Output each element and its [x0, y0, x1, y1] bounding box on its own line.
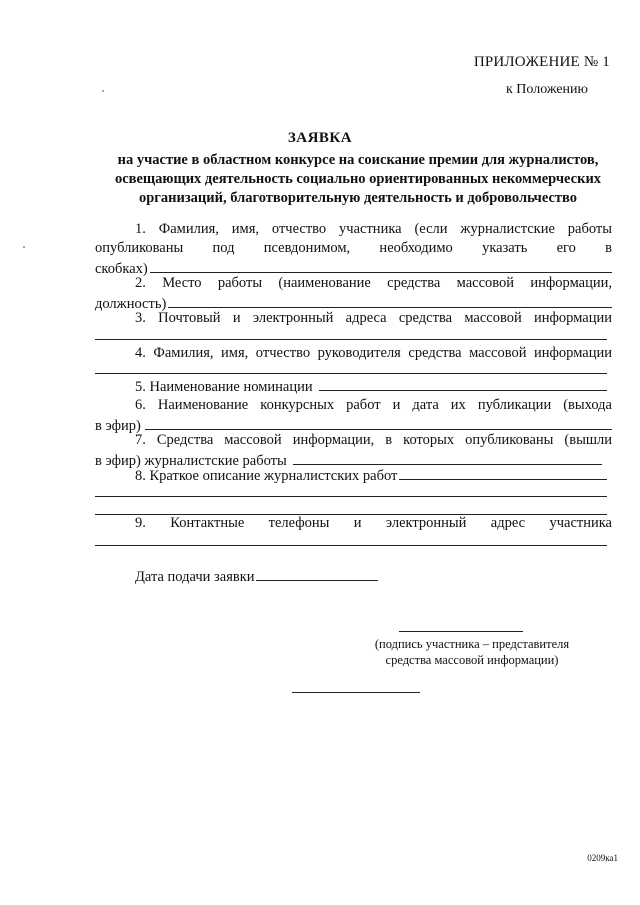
- media-head-name-field[interactable]: [95, 373, 607, 374]
- form-item-8: [95, 465, 612, 486]
- item-6-line-1: 6. Наименование конкурсных работ и дата их публикации (выхода: [135, 397, 612, 413]
- media-address-field[interactable]: [95, 339, 607, 340]
- footer-code: 0209ка1: [587, 853, 618, 863]
- form-item-5: [95, 376, 612, 397]
- document-title: ЗАЯВКА: [287, 130, 353, 146]
- signature-caption: [352, 636, 592, 668]
- form-item-1: [95, 220, 612, 279]
- works-description-line-2[interactable]: [95, 496, 607, 497]
- submission-date-label: Дата подачи заявки: [135, 569, 255, 585]
- form-item-3: [95, 309, 612, 328]
- item-7-line-2: в эфир) журналистские работы: [95, 453, 287, 469]
- form-item-2: [95, 274, 612, 314]
- form-item-6: [95, 396, 612, 436]
- works-description-field[interactable]: [399, 465, 607, 480]
- name-line[interactable]: [292, 692, 420, 693]
- contacts-field[interactable]: [95, 545, 607, 546]
- document-subtitle: на участие в областном конкурсе на соискание премии для журналистов, освещающих деятельность социально ориентированных некоммерческих организаций, благотворительную деятельность и добровольчество: [114, 152, 602, 206]
- workplace-field[interactable]: [168, 293, 612, 308]
- scan-speck: [102, 90, 104, 92]
- item-7-line-1: 7. Средства массовой информации, в которых опубликованы (вышли: [135, 432, 612, 448]
- form-item-4: [95, 344, 612, 363]
- item-2-line-2: должность): [95, 296, 167, 312]
- item-9-line-1: 9. Контактные телефоны и электронный адрес участника: [135, 515, 612, 531]
- item-4-line-1: 4. Фамилия, имя, отчество руководителя средства массовой информации: [135, 345, 612, 361]
- submission-date-row: [95, 566, 612, 587]
- submission-date-field[interactable]: [256, 566, 378, 581]
- appendix-reference: к Положению: [505, 82, 588, 97]
- item-1-line-3: скобках): [95, 261, 148, 277]
- signature-caption-line-2: средства массовой информации): [385, 653, 559, 667]
- item-1-line-1: 1. Фамилия, имя, отчество участника (если журналистские работы: [135, 221, 612, 237]
- item-3-line-1: 3. Почтовый и электронный адреса средства массовой информации: [135, 310, 612, 326]
- item-2-line-1: 2. Место работы (наименование средства массовой информации,: [135, 275, 612, 291]
- nomination-field[interactable]: [319, 376, 607, 391]
- scan-speck: [23, 246, 25, 248]
- item-6-line-2: в эфир): [95, 418, 141, 434]
- media-outlets-field[interactable]: [293, 450, 602, 465]
- participant-name-field[interactable]: [150, 258, 612, 273]
- item-1-line-2: опубликованы под псевдонимом, необходимо указать его в: [95, 240, 612, 256]
- appendix-number: ПРИЛОЖЕНИЕ № 1: [473, 54, 610, 70]
- item-5-line-1: 5. Наименование номинации: [135, 379, 313, 395]
- item-8-line-1: 8. Краткое описание журналистских работ: [135, 468, 398, 484]
- signature-caption-line-1: (подпись участника – представителя: [374, 637, 570, 651]
- signature-line[interactable]: [399, 631, 523, 632]
- form-item-9: [95, 514, 612, 533]
- works-titles-field[interactable]: [145, 415, 612, 430]
